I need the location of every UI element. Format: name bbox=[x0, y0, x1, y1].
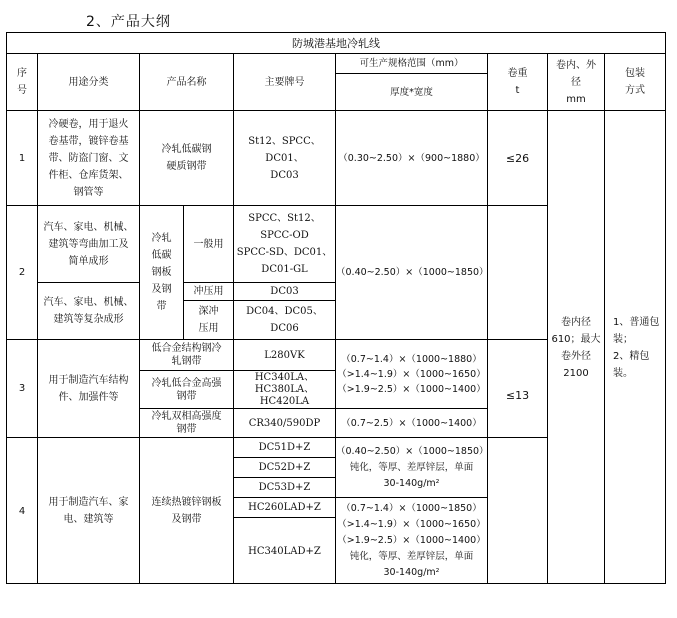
row3-grade-b: HC340LA、 HC380LA、 HC420LA bbox=[254, 371, 315, 407]
row3-product-low-alloy-high-strength: 冷轧低合金高强 钢带 bbox=[151, 377, 222, 402]
header-grade: 主要牌号 bbox=[264, 76, 305, 88]
coil-diameter-all-rows: 卷内径 610；最大 卷外径 2100 bbox=[551, 316, 601, 379]
row2-spec: （0.40~2.50）×（1000~1850） bbox=[336, 267, 489, 278]
row3-spec-c: （0.7~2.5）×（1000~1400） bbox=[341, 417, 482, 429]
table-title: 防城港基地冷轧线 bbox=[292, 36, 380, 50]
row4-usage: 用于制造汽车、家 电、建筑等 bbox=[48, 497, 129, 525]
header-spec-range: 可生产规格范围（mm） bbox=[359, 58, 464, 69]
row3-grade-a: L280VK bbox=[264, 349, 305, 361]
row4-grade-dc53d: DC53D+Z bbox=[258, 482, 311, 493]
header-product: 产品名称 bbox=[166, 76, 207, 88]
rows2-4-weight: ≤13 bbox=[505, 388, 530, 402]
header-coil-weight: 卷重 t bbox=[507, 68, 528, 96]
packing-all-rows: 1、普通包 装； 2、精包 装。 bbox=[613, 316, 660, 379]
row4-grade-hc340lad: HC340LAD+Z bbox=[248, 545, 321, 557]
row2-grade-stamping: DC03 bbox=[270, 286, 299, 297]
row3-spec-ab: （0.7~1.4）×（1000~1880） （>1.4~1.9）×（1000~1650） （>1.9~2.5）×（1000~1400） bbox=[337, 353, 486, 395]
row1-spec: （0.30~2.50）×（900~1880） bbox=[338, 152, 485, 164]
row2-grade-deep-drawing: DC04、DC05、DC06 bbox=[246, 306, 323, 334]
row3-usage: 用于制造汽车结构 件、加强件等 bbox=[48, 374, 129, 403]
row1-grade: St12、SPCC、DC01、 DC03 bbox=[248, 135, 321, 181]
row2-subtype-deep-drawing: 深冲 压用 bbox=[198, 306, 219, 334]
row2-usage-general: 汽车、家电、机械、 建筑等弯曲加工及 简单成形 bbox=[43, 221, 134, 267]
row1-seq: 1 bbox=[18, 152, 26, 164]
row1-usage: 冷硬卷，用于退火 卷基带，镀锌卷基 带、防盗门窗、文 件柜、仓库货架、 钢管等 bbox=[48, 118, 129, 198]
row3-seq: 3 bbox=[18, 383, 26, 394]
row2-subtype-stamping: 冲压用 bbox=[193, 286, 224, 297]
row2-usage-complex: 汽车、家电、机械、 建筑等复杂成形 bbox=[43, 297, 134, 325]
row4-grade-dc52d: DC52D+Z bbox=[258, 462, 311, 473]
header-usage: 用途分类 bbox=[68, 76, 109, 88]
row2-product: 冷轧 低碳 钢板 及钢 带 bbox=[151, 233, 172, 312]
row4-spec-a: （0.40~2.50）×（1000~1850） 钝化，等厚、差厚锌层，单面 30-140g/m² bbox=[336, 445, 489, 489]
header-spec-dims: 厚度*宽度 bbox=[390, 86, 433, 98]
header-seq: 序 号 bbox=[17, 68, 27, 96]
row4-grade-hc260lad: HC260LAD+Z bbox=[248, 502, 321, 513]
row3-product-dual-phase: 冷轧双相高强度 钢带 bbox=[151, 411, 222, 435]
row2-seq: 2 bbox=[18, 267, 26, 278]
row4-product: 连续热镀锌钢板 及钢带 bbox=[151, 497, 222, 525]
row1-weight: ≤26 bbox=[505, 151, 530, 165]
row3-product-low-alloy-structural: 低合金结构钢冷 轧钢带 bbox=[151, 343, 222, 367]
row2-grade-general: SPCC、St12、 SPCC-OD SPCC-SD、DC01、 DC01-GL bbox=[236, 213, 333, 275]
header-coil-diameter: 卷内、外 径 mm bbox=[556, 59, 596, 105]
section-heading: 2、产品大纲 bbox=[86, 14, 171, 30]
row2-subtype-general: 一般用 bbox=[193, 238, 224, 250]
row1-product: 冷轧低碳钢 硬质钢带 bbox=[161, 144, 212, 172]
row3-grade-c: CR340/590DP bbox=[248, 417, 321, 429]
row4-spec-b: （0.7~1.4）×（1000~1850） （>1.4~1.9）×（1000~1650） （>1.9~2.5）×（1000~1400） 钝化，等厚、差厚锌层，单面 30-140g/m² bbox=[337, 503, 486, 578]
row4-seq: 4 bbox=[18, 505, 26, 517]
header-packing: 包装 方式 bbox=[625, 68, 645, 96]
row4-grade-dc51d: DC51D+Z bbox=[258, 442, 311, 453]
